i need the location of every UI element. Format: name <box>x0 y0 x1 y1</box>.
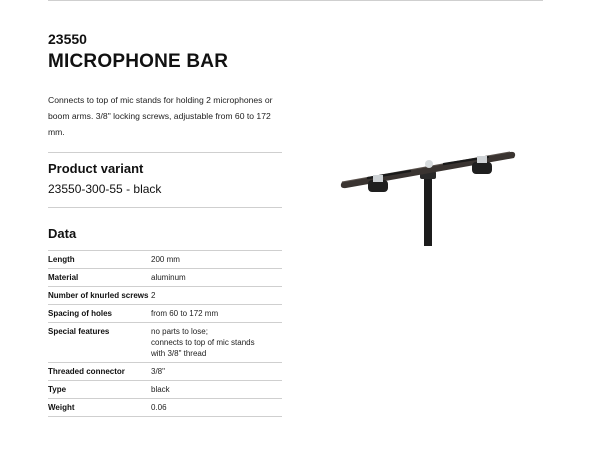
spec-key: Spacing of holes <box>48 305 151 323</box>
spec-value-line: 0.06 <box>151 403 167 412</box>
spec-row <box>48 269 282 287</box>
spec-value <box>151 381 282 399</box>
spec-row <box>48 251 282 269</box>
variant-heading: Product variant <box>48 161 144 176</box>
top-divider <box>48 0 543 1</box>
spec-row <box>48 323 282 363</box>
spec-key: Type <box>48 381 151 399</box>
product-description: Connects to top of mic stands for holding 2 microphones or boom arms. 3/8" locking screws, adjustable from 60 to 172 mm. <box>48 95 273 137</box>
spec-row <box>48 399 282 417</box>
spec-row <box>48 287 282 305</box>
spec-value-line: no parts to lose; <box>151 327 208 336</box>
spec-key: Special features <box>48 323 151 363</box>
spec-value <box>151 363 282 381</box>
spec-value-line: from 60 to 172 mm <box>151 309 219 318</box>
article-number: 23550 <box>48 31 87 47</box>
spec-row <box>48 363 282 381</box>
data-heading: Data <box>48 226 77 241</box>
spec-value-line: aluminum <box>151 273 186 282</box>
variant-section <box>48 152 282 208</box>
spec-value-line: black <box>151 385 170 394</box>
spec-key: Length <box>48 251 151 269</box>
microphone-bar-image <box>338 144 518 246</box>
product-info <box>48 30 282 417</box>
spec-value-line: connects to top of mic stands <box>151 338 255 347</box>
spec-value <box>151 399 282 417</box>
spec-value <box>151 305 282 323</box>
spec-key: Threaded connector <box>48 363 151 381</box>
spec-value-line: 200 mm <box>151 255 180 264</box>
spec-value-line: 3/8" <box>151 367 165 376</box>
spec-row <box>48 381 282 399</box>
spec-value <box>151 269 282 287</box>
spec-key: Number of knurled screws <box>48 287 151 305</box>
spec-key: Weight <box>48 399 151 417</box>
spec-key: Material <box>48 269 151 287</box>
variant-value: 23550-300-55 - black <box>48 181 282 208</box>
spec-value <box>151 323 282 363</box>
spec-table <box>48 250 282 417</box>
spec-row <box>48 305 282 323</box>
spec-value <box>151 287 282 305</box>
spec-value <box>151 251 282 269</box>
spec-value-line: 2 <box>151 291 156 300</box>
spec-value-line: with 3/8" thread <box>151 349 207 358</box>
product-title: MICROPHONE BAR <box>48 51 229 72</box>
